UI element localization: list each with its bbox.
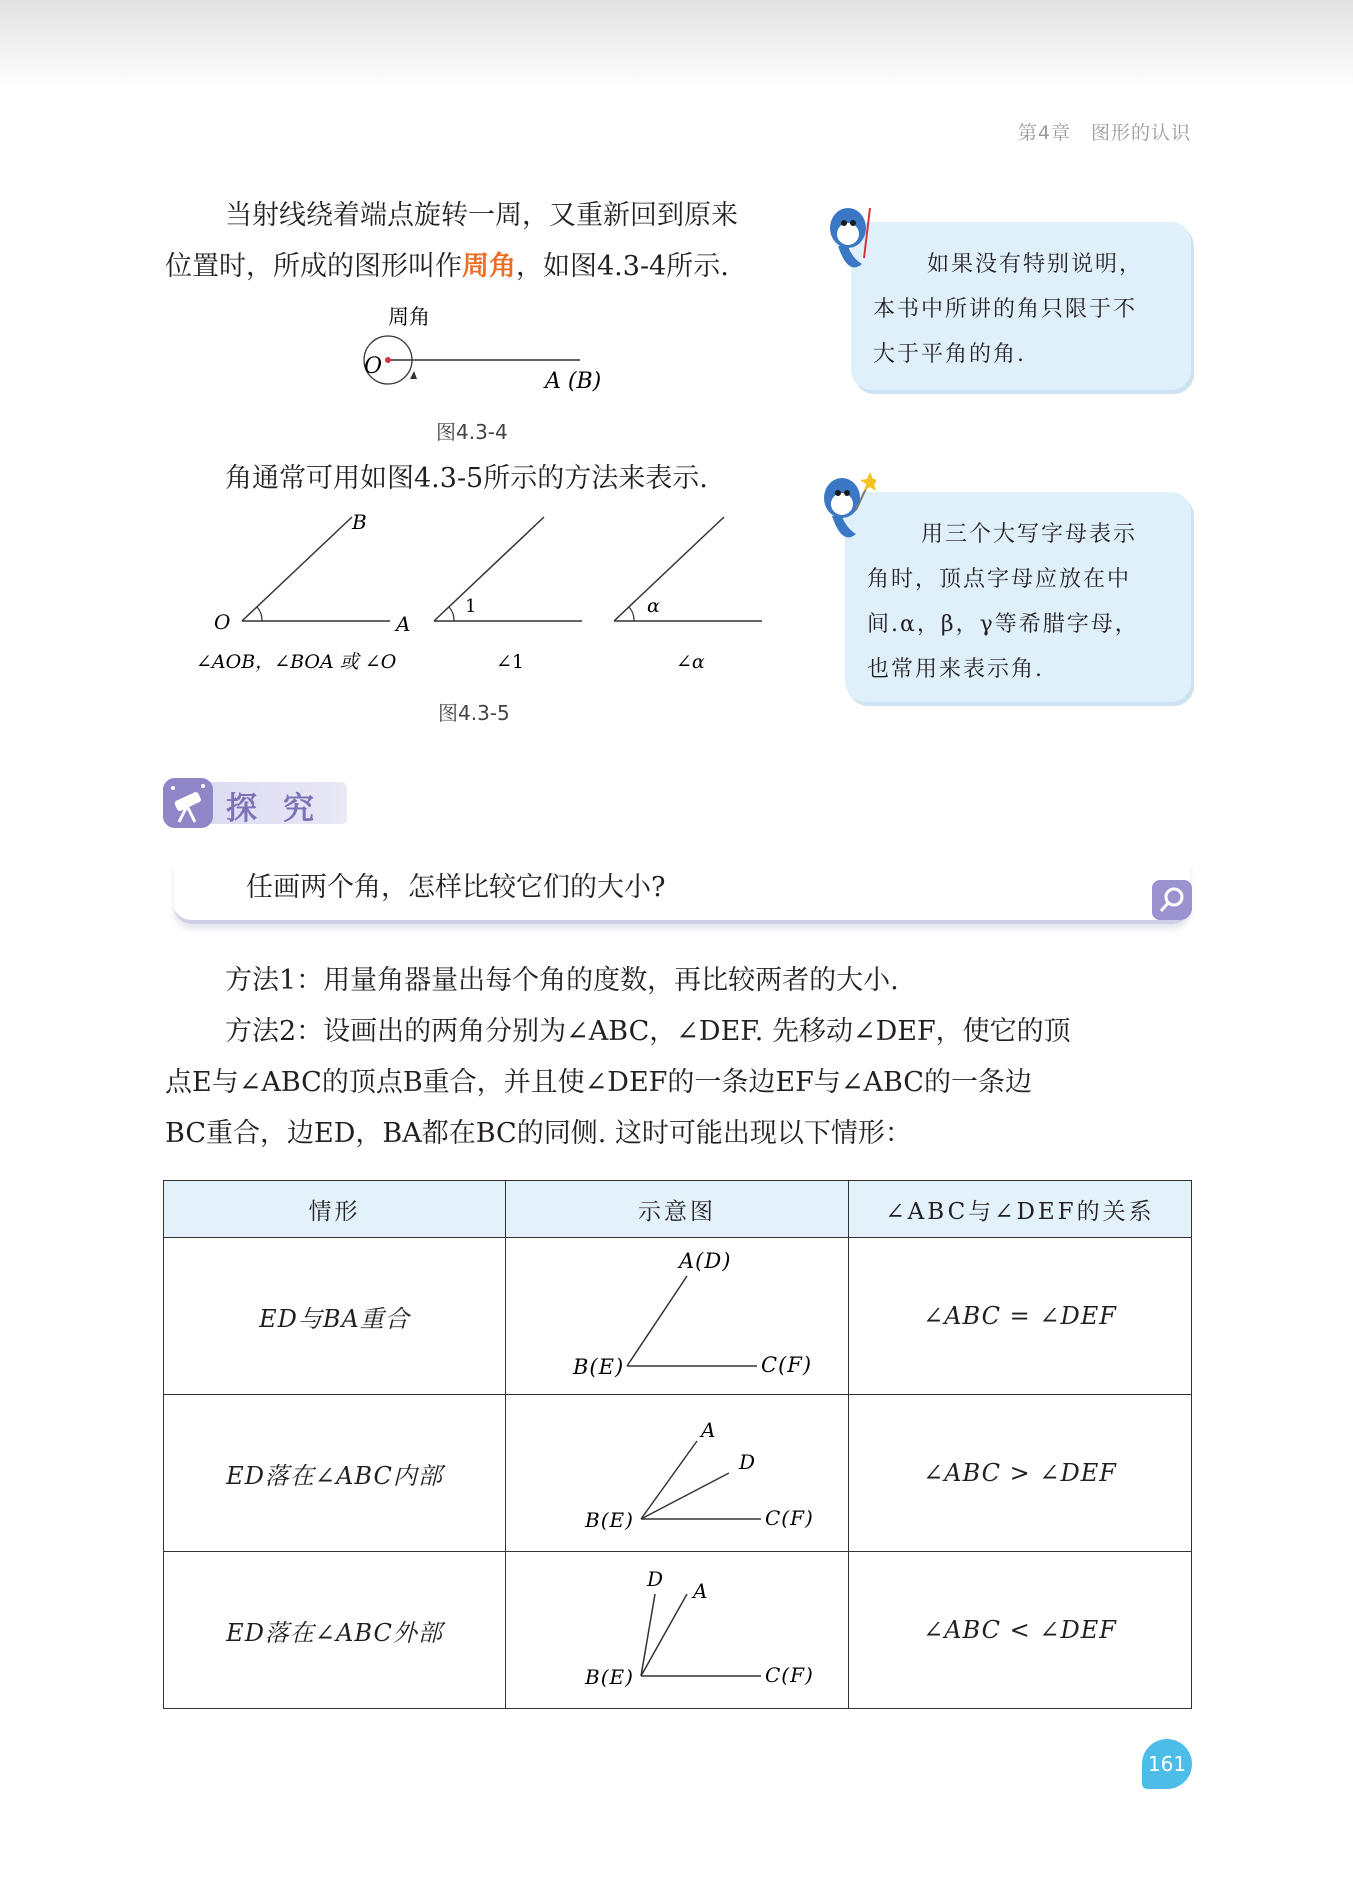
method-2-line2: 点E与∠ABC的顶点B重合，并且使∠DEF的一条边EF与∠ABC的一条边 (165, 1067, 1032, 1098)
vertex-dot (385, 357, 391, 363)
method-2-line3: BC重合，边ED，BA都在BC的同侧. 这时可能出现以下情形： (165, 1118, 912, 1149)
method-1: 方法1：用量角器量出每个角的度数，再比较两者的大小. (225, 965, 899, 996)
angle-alpha-arc (629, 607, 634, 621)
diagram-inside (527, 1395, 827, 1545)
table-cell-relation: ∠ABC = ∠DEF (849, 1238, 1192, 1395)
table-cell-diagram (506, 1552, 849, 1709)
table-cell-diagram (506, 1395, 849, 1552)
diagram-outside (527, 1552, 827, 1702)
method-2-line1: 方法2：设画出的两角分别为∠ABC，∠DEF. 先移动∠DEF，使它的顶 (225, 1016, 1071, 1047)
label-be: B(E) (573, 1355, 625, 1379)
fig435-label-o: O (214, 610, 231, 634)
angle-comparison-table (163, 1180, 1192, 1709)
fig435-caption: 图4.3-5 (438, 701, 510, 725)
dolphin-mascot-wand-icon (816, 468, 876, 550)
label-cf: C(F) (765, 1663, 814, 1687)
label-ad: A(D) (679, 1249, 732, 1273)
angle-1-ray-slanted (434, 517, 544, 621)
note-box-2 (845, 492, 1191, 702)
note1-line3: 大于平角的角. (873, 342, 1026, 367)
figure-4-3-4 (350, 295, 650, 405)
table-header-case: 情形 (164, 1181, 506, 1238)
table-header-diagram: 示意图 (506, 1181, 849, 1238)
angle-aob-arc (257, 607, 262, 621)
label-a: A (701, 1418, 717, 1442)
fig435-label-1: 1 (465, 596, 477, 617)
note2-line1: 用三个大写字母表示 (921, 522, 1138, 547)
explore-label: 探究 (226, 791, 340, 827)
label-a: A (693, 1579, 709, 1603)
fig435-name-1: ∠1 (496, 651, 525, 673)
term-full-angle: 周角 (462, 251, 516, 282)
label-cf: C(F) (761, 1353, 813, 1377)
search-icon (1152, 880, 1192, 920)
para1-line2 (165, 241, 729, 292)
label-be: B(E) (585, 1508, 634, 1532)
table-row (164, 1395, 1192, 1552)
table-header-relation: ∠ABC与∠DEF的关系 (849, 1181, 1192, 1238)
label-d: D (739, 1450, 757, 1474)
angle-1-arc (449, 607, 454, 621)
label-be: B(E) (585, 1665, 634, 1689)
note2-line3: 间.α，β，γ等希腊字母， (867, 612, 1139, 637)
fig435-name-alpha: ∠α (676, 651, 705, 673)
para1-line1: 当射线绕着端点旋转一周，又重新回到原来 (225, 200, 738, 231)
table-cell-case: ED落在∠ABC内部 (164, 1395, 506, 1552)
dolphin-mascot-icon (822, 198, 878, 280)
fig435-label-alpha: α (647, 595, 660, 617)
fig434-label-o: O (364, 354, 383, 379)
fig434-label-full-angle: 周角 (388, 305, 430, 329)
note1-line1: 如果没有特别说明， (927, 252, 1144, 277)
note-box-1 (851, 222, 1191, 390)
fig435-name-aob: ∠AOB，∠BOA 或 ∠O (196, 651, 397, 673)
note2-line2: 角时，顶点字母应放在中 (867, 567, 1132, 592)
page-header-band (0, 0, 1353, 92)
ray-ed (641, 1473, 729, 1519)
para1-line2-post: ，如图4.3-4所示. (516, 251, 729, 282)
ray-ba (627, 1276, 687, 1366)
ray-ba (641, 1441, 697, 1519)
note2-line4: 也常用来表示角. (867, 657, 1044, 682)
fig434-label-ab: A (B) (545, 369, 602, 394)
page-number: 161 (1147, 1752, 1187, 1776)
label-cf: C(F) (765, 1506, 814, 1530)
fig435-label-a: A (396, 612, 411, 636)
explore-question: 任画两个角，怎样比较它们的大小? (246, 872, 666, 903)
fig434-caption: 图4.3-4 (436, 420, 508, 444)
figure-4-3-5 (190, 505, 780, 685)
para2: 角通常可用如图4.3-5所示的方法来表示. (225, 463, 708, 494)
table-header-row (164, 1181, 1192, 1238)
fig435-label-b: B (352, 510, 367, 534)
diagram-coincide (527, 1238, 827, 1388)
telescope-icon (163, 778, 213, 828)
table-cell-relation: ∠ABC < ∠DEF (849, 1552, 1192, 1709)
table-row (164, 1552, 1192, 1709)
note1-line2: 本书中所讲的角只限于不 (873, 297, 1138, 322)
table-row (164, 1238, 1192, 1395)
rotation-arrow (410, 371, 417, 379)
angle-aob-ray-ob (242, 517, 352, 621)
table-cell-diagram (506, 1238, 849, 1395)
angle-alpha-ray-slanted (614, 517, 724, 621)
label-d: D (647, 1567, 665, 1591)
table-cell-relation: ∠ABC > ∠DEF (849, 1395, 1192, 1552)
table-cell-case: ED落在∠ABC外部 (164, 1552, 506, 1709)
table-cell-case: ED与BA重合 (164, 1238, 506, 1395)
chapter-title: 第4章 图形的认识 (1017, 122, 1191, 144)
para1-line2-pre: 位置时，所成的图形叫作 (165, 251, 462, 282)
